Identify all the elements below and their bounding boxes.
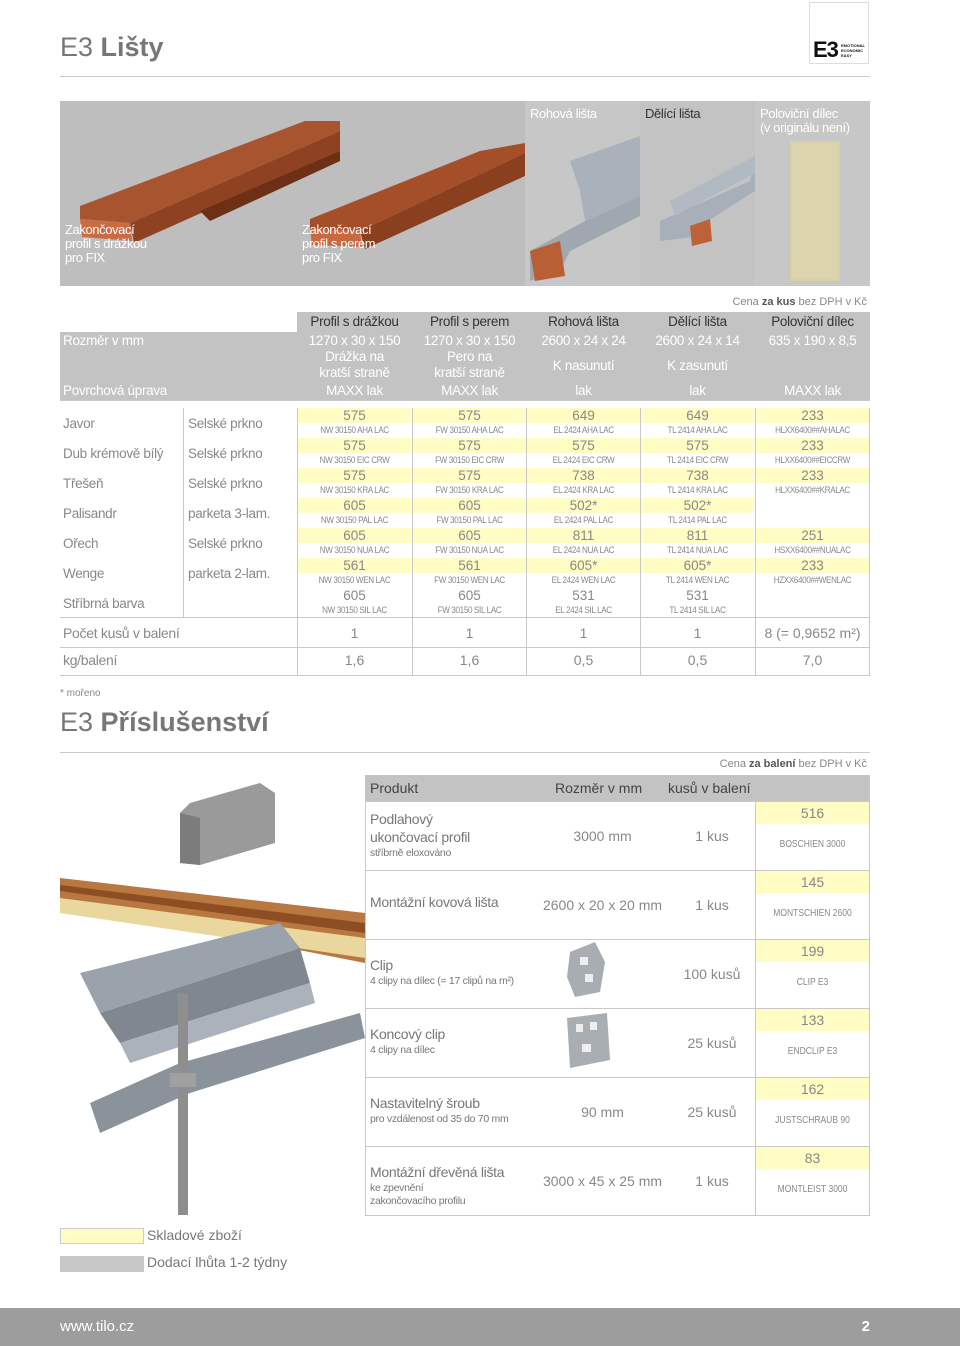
page-footer	[0, 1308, 960, 1346]
product-code: EL 2424 KRA LAC	[553, 485, 614, 495]
table-line	[60, 400, 870, 401]
product-code: TL 2414 EIC CRW	[666, 455, 729, 465]
footer-url[interactable]: www.tilo.cz	[60, 1318, 135, 1335]
accessories-divider	[60, 752, 870, 753]
title-divider	[60, 76, 870, 77]
footer-row-label: Počet kusů v balení	[63, 625, 180, 641]
accessory-note: stříbrně eloxováno	[370, 847, 451, 859]
product-code: NW 30150 NUA LAC	[319, 545, 390, 555]
price-value: 575	[458, 438, 481, 453]
accessory-code: MONTLEIST 3000	[777, 1184, 848, 1195]
table-line	[183, 408, 184, 617]
price-value: 605*	[683, 558, 712, 573]
footer-row-value: 0,5	[687, 652, 708, 668]
price-value: 233	[801, 408, 824, 423]
accessory-dimension: 3000 x 45 x 25 mm	[542, 1173, 663, 1189]
price-value: 531	[572, 588, 595, 603]
price-value: 575	[343, 438, 366, 453]
accessory-price: 83	[804, 1150, 821, 1166]
product-code: TL 2414 NUA LAC	[667, 545, 728, 555]
price-value: 738	[686, 468, 709, 483]
logo-text: E3	[813, 37, 838, 62]
product-images	[60, 101, 870, 286]
accessory-name: Montážní kovová lišta	[370, 894, 499, 910]
price-value: 575	[458, 408, 481, 423]
surface-label: Povrchová úprava	[63, 383, 168, 398]
label-rohova-lista: Rohová lišta	[530, 106, 597, 121]
footer-row-value: 0,5	[573, 652, 594, 668]
title-series: E3	[60, 32, 94, 62]
legend-stock-label: Skladové zboží	[147, 1227, 242, 1243]
dimension-value: 2600 x 24 x 24	[541, 333, 626, 348]
accessory-code: ENDCLIP E3	[787, 1046, 838, 1057]
dimension-value: 1270 x 30 x 150	[308, 333, 401, 348]
accessory-code: BOSCHIEN 3000	[779, 839, 846, 850]
table-line	[60, 675, 870, 676]
price-value: 605	[458, 528, 481, 543]
decor-type: parketa 3-lam.	[188, 506, 271, 521]
product-code: NW 30150 PAL LAC	[320, 515, 389, 525]
footer-row-value: 8 (= 0,9652 m²)	[764, 625, 861, 641]
surface-value: MAXX lak	[326, 383, 383, 398]
clip-assembly-image	[60, 773, 365, 1215]
accessory-note: ke zpevnění	[370, 1182, 424, 1194]
accessory-dimension: 3000 mm	[573, 828, 632, 844]
price-value: 561	[343, 558, 366, 573]
product-code: EL 2424 PAL LAC	[553, 515, 614, 525]
accessory-name: Podlahový	[370, 811, 433, 827]
accessory-note: pro vzdálenost od 35 do 70 mm	[370, 1113, 509, 1125]
column-header: Profil s perem	[429, 314, 510, 329]
header-dimension: Rozměr v mm	[555, 780, 643, 796]
spec-note: K zasunutí	[667, 358, 728, 373]
accessory-pack: 25 kusů	[687, 1035, 737, 1051]
dimension-value: 2600 x 24 x 14	[655, 333, 740, 348]
profile-illustrations	[60, 101, 870, 286]
accessory-code: JUSTSCHRAUB 90	[775, 1115, 850, 1126]
page-title	[60, 32, 164, 63]
price-value: 502*	[569, 498, 598, 513]
surface-value: MAXX lak	[441, 383, 498, 398]
label-drazka-profile: Zakončovací profil s drážkou pro FIX	[65, 222, 147, 265]
price-value: 531	[686, 588, 709, 603]
footer-row-label: kg/balení	[63, 652, 118, 668]
price-value: 605	[458, 498, 481, 513]
price-value: 575	[572, 438, 595, 453]
price-value: 649	[686, 408, 709, 423]
price-value: 605	[343, 588, 366, 603]
accessory-dimension: 90 mm	[581, 1104, 624, 1120]
accessory-code: CLIP E3	[796, 977, 829, 988]
accessory-dimension: 2600 x 20 x 20 mm	[542, 897, 663, 913]
spec-note: Pero na	[446, 349, 493, 364]
endclip-image	[562, 1010, 612, 1070]
logo-tagline: EMOTIONAL ECONOMIC EASY	[841, 43, 865, 58]
accessory-code: MONTSCHIEN 2600	[773, 908, 852, 919]
accessory-price: 133	[800, 1012, 825, 1028]
decor-name: Dub krémově bílý	[63, 446, 164, 461]
e3-logo	[809, 2, 869, 64]
product-code: TL 2414 WEN LAC	[665, 575, 730, 585]
legend-delivery-swatch	[60, 1256, 144, 1272]
column-header: Poloviční dílec	[771, 314, 854, 329]
price-value: 575	[343, 408, 366, 423]
product-code: FW 30150 NUA LAC	[435, 545, 504, 555]
header-pack: kusů v balení	[668, 780, 751, 796]
price-value: 738	[572, 468, 595, 483]
price-value: 605	[458, 588, 481, 603]
table-line	[60, 647, 870, 648]
table-line	[60, 617, 870, 618]
accessory-price: 145	[800, 874, 825, 890]
accessory-name: Clip	[370, 957, 393, 973]
product-code: FW 30150 KRA LAC	[435, 485, 504, 495]
surface-value: MAXX lak	[784, 383, 841, 398]
spec-note: kratší straně	[434, 365, 505, 380]
price-value: 251	[801, 528, 824, 543]
decor-type: Selské prkno	[188, 416, 263, 431]
price-value: 575	[343, 468, 366, 483]
price-value: 502*	[683, 498, 712, 513]
dimension-value: 1270 x 30 x 150	[423, 333, 516, 348]
product-code: NW 30150 KRA LAC	[320, 485, 389, 495]
accessory-name: Nastavitelný šroub	[370, 1095, 480, 1111]
product-code: EL 2424 NUA LAC	[552, 545, 615, 555]
table-line	[365, 775, 366, 1215]
price-value: 233	[801, 468, 824, 483]
product-code: TL 2414 SIL LAC	[669, 605, 726, 615]
product-code: EL 2424 EIC CRW	[552, 455, 615, 465]
decor-type: Selské prkno	[188, 476, 263, 491]
column-header: Dělící lišta	[668, 314, 727, 329]
accessory-note: 4 clipy na dílec (= 17 clipů na m²)	[370, 975, 514, 987]
price-value: 233	[801, 438, 824, 453]
accessory-name: ukončovací profil	[370, 829, 470, 845]
accessory-pack: 1 kus	[695, 897, 729, 913]
product-code: FW 30150 PAL LAC	[436, 515, 503, 525]
product-code: EL 2424 SIL LAC	[555, 605, 612, 615]
product-code: FW 30150 EIC CRW	[435, 455, 504, 465]
product-code: FW 30150 WEN LAC	[434, 575, 505, 585]
footnote: * mořeno	[60, 688, 101, 699]
product-code: EL 2424 WEN LAC	[551, 575, 616, 585]
product-code: FW 30150 SIL LAC	[437, 605, 502, 615]
price-value: 575	[686, 438, 709, 453]
dimension-label: Rozměr v mm	[63, 333, 144, 348]
price-value: 811	[686, 528, 709, 543]
surface-value: lak	[575, 383, 592, 398]
price-value: 605	[343, 528, 366, 543]
product-code: HSXX6400##NUALAC	[774, 545, 851, 555]
decor-type: Selské prkno	[188, 446, 263, 461]
price-value: 233	[801, 558, 824, 573]
price-value: 605*	[569, 558, 598, 573]
footer-row-value: 7,0	[802, 652, 823, 668]
product-code: HLXX6400##KRALAC	[775, 485, 850, 495]
price-value: 649	[572, 408, 595, 423]
product-code: NW 30150 SIL LAC	[322, 605, 387, 615]
decor-name: Ořech	[63, 536, 99, 551]
product-code: FW 30150 AHA LAC	[435, 425, 504, 435]
accessory-pack: 1 kus	[695, 1173, 729, 1189]
spec-note: K nasunutí	[552, 358, 615, 373]
decor-name: Třešeň	[63, 476, 104, 491]
product-code: TL 2414 KRA LAC	[667, 485, 728, 495]
footer-row-value: 1,6	[344, 652, 365, 668]
price-value: 575	[458, 468, 481, 483]
accessories-title: E3 Příslušenství	[60, 707, 269, 737]
price-value: 811	[572, 528, 595, 543]
decor-name: Javor	[63, 416, 95, 431]
decor-type: parketa 2-lam.	[188, 566, 271, 581]
footer-row-value: 1	[693, 625, 702, 641]
decor-name: Stříbrná barva	[63, 596, 145, 611]
accessory-pack: 100 kusů	[683, 966, 741, 982]
accessory-note: 4 clipy na dílec	[370, 1044, 435, 1056]
footer-row-value: 1,6	[459, 652, 480, 668]
accessory-price: 516	[800, 805, 825, 821]
table-line	[869, 775, 870, 1215]
label-delici-lista: Dělící lišta	[645, 106, 701, 121]
column-header: Profil s drážkou	[310, 314, 399, 329]
accessory-pack: 1 kus	[695, 828, 729, 844]
accessories-price-note: Cena za balení bez DPH v Kč	[719, 758, 867, 770]
price-value: 605	[343, 498, 366, 513]
product-code: NW 30150 EIC CRW	[319, 455, 390, 465]
dimension-value: 635 x 190 x 8,5	[768, 333, 857, 348]
accessory-note: zakončovacího profilu	[370, 1195, 466, 1207]
title-text: Lišty	[100, 32, 164, 62]
column-header: Rohová lišta	[548, 314, 619, 329]
header-product: Produkt	[370, 780, 419, 796]
footer-row-value: 1	[579, 625, 588, 641]
accessory-price: 199	[800, 943, 825, 959]
product-code: NW 30150 AHA LAC	[320, 425, 389, 435]
product-code: EL 2424 AHA LAC	[553, 425, 614, 435]
price-note: Cena za kus bez DPH v Kč	[732, 296, 867, 308]
product-code: HLXX6400##AHALAC	[775, 425, 850, 435]
legend-stock-swatch	[60, 1228, 144, 1244]
product-code: HLXX6400##EICCRW	[774, 455, 851, 465]
price-value: 561	[458, 558, 481, 573]
spec-note: Drážka na	[325, 349, 384, 364]
label-pero-profile: Zakončovací profil s perem pro FIX	[302, 222, 376, 265]
surface-value: lak	[689, 383, 706, 398]
footer-row-value: 1	[350, 625, 359, 641]
product-code: TL 2414 AHA LAC	[667, 425, 728, 435]
accessory-price: 162	[800, 1081, 825, 1097]
product-code: TL 2414 PAL LAC	[668, 515, 727, 525]
legend-delivery-label: Dodací lhůta 1-2 týdny	[147, 1254, 288, 1270]
footer-row-value: 1	[465, 625, 474, 641]
table-line	[365, 1215, 870, 1216]
product-code: NW 30150 WEN LAC	[318, 575, 391, 585]
accessory-name: Koncový clip	[370, 1026, 445, 1042]
spec-note: kratší straně	[319, 365, 390, 380]
label-polovicni-dilec: Poloviční dílec (v originálu není)	[760, 106, 850, 135]
accessory-name: Montážní dřevěná lišta	[370, 1164, 505, 1180]
accessory-pack: 25 kusů	[687, 1104, 737, 1120]
page-number: 2	[861, 1318, 870, 1335]
decor-name: Palisandr	[63, 506, 117, 521]
decor-type: Selské prkno	[188, 536, 263, 551]
decor-name: Wenge	[63, 566, 105, 581]
clip-image	[565, 942, 610, 997]
product-code: HZXX6400##WENLAC	[773, 575, 852, 585]
